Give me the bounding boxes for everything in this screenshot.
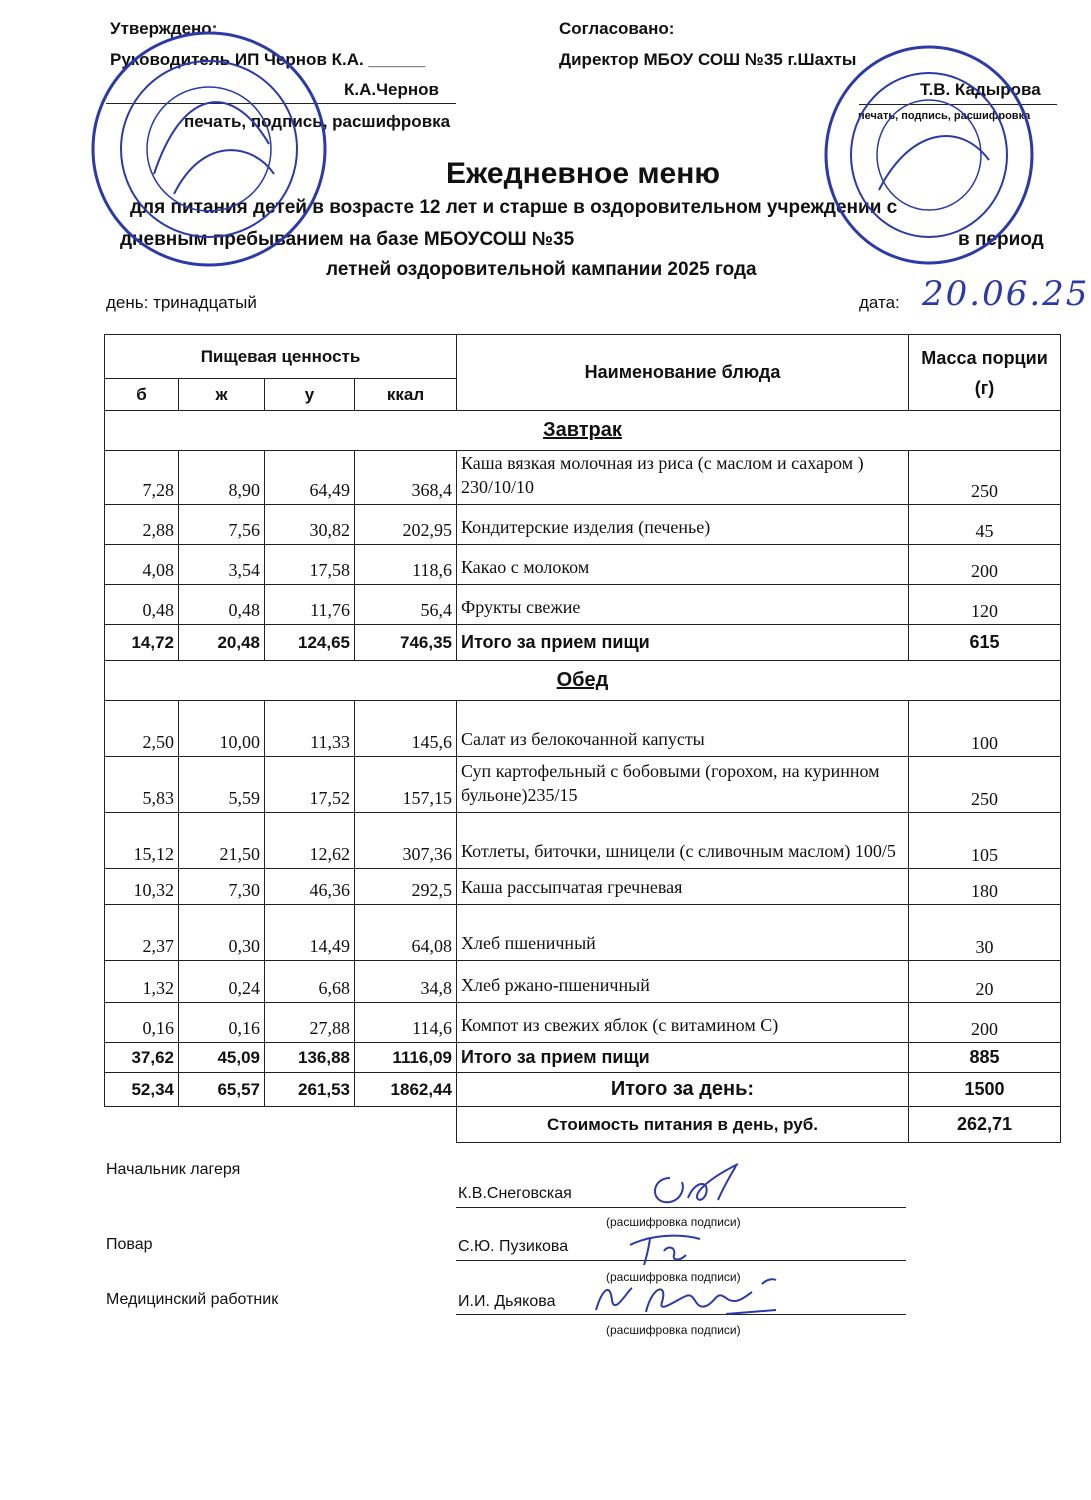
- cell-dish-name: Фрукты свежие: [457, 585, 909, 625]
- total-kcal: 746,35: [355, 625, 457, 661]
- cell-dish-name: Котлеты, биточки, шницели (с сливочным маслом) 100/5: [457, 813, 909, 869]
- total-carbs: 136,88: [265, 1043, 355, 1073]
- cell-mass: 200: [909, 545, 1061, 585]
- cell-fats: 10,00: [179, 701, 265, 757]
- signature-name-camp-head: К.В.Снеговская: [458, 1185, 572, 1202]
- cell-kcal: 34,8: [355, 961, 457, 1003]
- cell-carbs: 17,58: [265, 545, 355, 585]
- cell-proteins: 2,37: [105, 905, 179, 961]
- table-row: [105, 757, 1061, 813]
- cell-mass: 105: [909, 813, 1061, 869]
- total-label: Итого за прием пищи: [457, 625, 909, 661]
- signature-caption-camp-head: (расшифровка подписи): [606, 1215, 741, 1229]
- date-label: дата:: [859, 293, 900, 312]
- signature-caption-medic: (расшифровка подписи): [606, 1323, 741, 1337]
- total-carbs: 124,65: [265, 625, 355, 661]
- cell-dish-name: Какао с молоком: [457, 545, 909, 585]
- cell-dish-name: Кондитерские изделия (печенье): [457, 505, 909, 545]
- cell-fats: 8,90: [179, 451, 265, 505]
- cell-proteins: 2,88: [105, 505, 179, 545]
- cell-mass: 100: [909, 701, 1061, 757]
- header-proteins: б: [105, 379, 179, 411]
- total-mass: 615: [909, 625, 1061, 661]
- cell-carbs: 17,52: [265, 757, 355, 813]
- cell-carbs: 11,33: [265, 701, 355, 757]
- date-value: 20.06.25: [922, 274, 1090, 314]
- total-label: Итого за прием пищи: [457, 1043, 909, 1073]
- subtitle-line-3: летней оздоровительной кампании 2025 года: [326, 259, 757, 280]
- header-kcal: ккал: [355, 379, 457, 411]
- cell-proteins: 10,32: [105, 869, 179, 905]
- cell-proteins: 1,32: [105, 961, 179, 1003]
- agreed-caption: печать, подпись, расшифровка: [858, 110, 1031, 122]
- signature-caption-cook: (расшифровка подписи): [606, 1270, 741, 1284]
- cell-mass: 250: [909, 451, 1061, 505]
- day-label: день: тринадцатый: [106, 293, 257, 312]
- cell-mass: 180: [909, 869, 1061, 905]
- signature-name-medic: И.И. Дьякова: [458, 1293, 556, 1310]
- signature-role-camp-head: Начальник лагеря: [106, 1161, 241, 1178]
- signature-role-medic: Медицинский работник: [106, 1291, 279, 1308]
- day-total-row: [105, 1073, 1061, 1107]
- cell-fats: 21,50: [179, 813, 265, 869]
- table-row: [105, 701, 1061, 757]
- header-nutrition: Пищевая ценность: [105, 335, 457, 379]
- table-row: [105, 961, 1061, 1003]
- day-total-mass: 1500: [909, 1073, 1061, 1107]
- cell-dish-name: Каша рассыпчатая гречневая: [457, 869, 909, 905]
- cell-proteins: 2,50: [105, 701, 179, 757]
- day-total-label: Итого за день:: [457, 1073, 909, 1107]
- cell-fats: 0,30: [179, 905, 265, 961]
- header-fats: ж: [179, 379, 265, 411]
- cell-kcal: 292,5: [355, 869, 457, 905]
- cell-mass: 45: [909, 505, 1061, 545]
- approved-caption: печать, подпись, расшифровка: [184, 112, 451, 131]
- total-mass: 885: [909, 1043, 1061, 1073]
- cell-mass: 120: [909, 585, 1061, 625]
- cost-label: Стоимость питания в день, руб.: [457, 1107, 909, 1143]
- table-row: [105, 585, 1061, 625]
- cell-dish-name: Салат из белокочанной капусты: [457, 701, 909, 757]
- table-row: [105, 1003, 1061, 1043]
- cell-kcal: 157,15: [355, 757, 457, 813]
- cell-mass: 30: [909, 905, 1061, 961]
- day-total-carbs: 261,53: [265, 1073, 355, 1107]
- table-header-row-1: [105, 335, 1061, 379]
- table-row: [105, 869, 1061, 905]
- section-breakfast: [105, 411, 1061, 451]
- table-row: [105, 451, 1061, 505]
- cell-carbs: 12,62: [265, 813, 355, 869]
- cell-dish-name: Хлеб пшеничный: [457, 905, 909, 961]
- breakfast-total-row: [105, 625, 1061, 661]
- cell-kcal: 118,6: [355, 545, 457, 585]
- cell-carbs: 6,68: [265, 961, 355, 1003]
- cell-fats: 3,54: [179, 545, 265, 585]
- agreed-name: Т.В. Кадырова: [920, 80, 1041, 99]
- day-total-fats: 65,57: [179, 1073, 265, 1107]
- header-carbs: у: [265, 379, 355, 411]
- cell-dish-name: Каша вязкая молочная из риса (с маслом и сахаром ) 230/10/10: [457, 451, 909, 505]
- cell-fats: 7,56: [179, 505, 265, 545]
- signature-name-cook: С.Ю. Пузикова: [458, 1238, 569, 1255]
- total-proteins: 37,62: [105, 1043, 179, 1073]
- cell-dish-name: Компот из свежих яблок (с витамином С): [457, 1003, 909, 1043]
- cell-kcal: 64,08: [355, 905, 457, 961]
- cell-carbs: 11,76: [265, 585, 355, 625]
- cell-carbs: 46,36: [265, 869, 355, 905]
- cell-carbs: 27,88: [265, 1003, 355, 1043]
- cell-carbs: 64,49: [265, 451, 355, 505]
- cell-proteins: 7,28: [105, 451, 179, 505]
- handwritten-signature-medic: [576, 1270, 786, 1330]
- table-row: [105, 545, 1061, 585]
- left-stamp: [84, 24, 334, 274]
- day-total-proteins: 52,34: [105, 1073, 179, 1107]
- subtitle-line-2: дневным пребыванием на базе МБОУСОШ №35: [120, 229, 575, 250]
- cell-mass: 250: [909, 757, 1061, 813]
- cell-fats: 0,48: [179, 585, 265, 625]
- total-proteins: 14,72: [105, 625, 179, 661]
- agreed-position: Директор МБОУ СОШ №35 г.Шахты: [559, 50, 857, 69]
- cell-carbs: 14,49: [265, 905, 355, 961]
- cell-kcal: 307,36: [355, 813, 457, 869]
- cell-proteins: 0,16: [105, 1003, 179, 1043]
- cell-dish-name: Хлеб ржано-пшеничный: [457, 961, 909, 1003]
- right-stamp: [819, 40, 1039, 270]
- cell-mass: 200: [909, 1003, 1061, 1043]
- cell-kcal: 114,6: [355, 1003, 457, 1043]
- cell-carbs: 30,82: [265, 505, 355, 545]
- day-total-kcal: 1862,44: [355, 1073, 457, 1107]
- cell-kcal: 145,6: [355, 701, 457, 757]
- table-row: [105, 905, 1061, 961]
- header-portion-mass: Масса порции (г): [909, 335, 1061, 411]
- cell-kcal: 56,4: [355, 585, 457, 625]
- total-fats: 20,48: [179, 625, 265, 661]
- approved-position: Руководитель ИП Чернов К.А. ______: [110, 50, 426, 69]
- table-row: [105, 813, 1061, 869]
- cell-kcal: 368,4: [355, 451, 457, 505]
- signature-role-cook: Повар: [106, 1236, 153, 1253]
- cell-fats: 0,16: [179, 1003, 265, 1043]
- page-title: Ежедневное меню: [446, 157, 720, 190]
- approved-name: К.А.Чернов: [344, 80, 439, 99]
- cost-value: 262,71: [909, 1107, 1061, 1143]
- cell-fats: 5,59: [179, 757, 265, 813]
- subtitle-period: в период: [958, 229, 1044, 250]
- section-lunch: [105, 661, 1061, 701]
- subtitle-line-1: для питания детей в возрасте 12 лет и старше в оздоровительном учреждении с: [130, 197, 898, 218]
- total-kcal: 1116,09: [355, 1043, 457, 1073]
- handwritten-signature-cook: [620, 1225, 710, 1270]
- cell-proteins: 5,83: [105, 757, 179, 813]
- cost-row: [105, 1107, 1061, 1143]
- cell-proteins: 15,12: [105, 813, 179, 869]
- section-title: Завтрак: [105, 411, 1061, 451]
- cell-fats: 7,30: [179, 869, 265, 905]
- cell-proteins: 0,48: [105, 585, 179, 625]
- agreed-heading: Согласовано:: [559, 19, 675, 38]
- cell-fats: 0,24: [179, 961, 265, 1003]
- menu-table: [104, 334, 1061, 1143]
- handwritten-signature-camp-head: [640, 1160, 750, 1215]
- cell-proteins: 4,08: [105, 545, 179, 585]
- lunch-total-row: [105, 1043, 1061, 1073]
- header-dish-name: Наименование блюда: [457, 335, 909, 411]
- cell-mass: 20: [909, 961, 1061, 1003]
- cost-spacer: [105, 1107, 457, 1143]
- cell-dish-name: Суп картофельный с бобовыми (горохом, на куринном бульоне)235/15: [457, 757, 909, 813]
- total-fats: 45,09: [179, 1043, 265, 1073]
- cell-kcal: 202,95: [355, 505, 457, 545]
- table-row: [105, 505, 1061, 545]
- section-title: Обед: [105, 661, 1061, 701]
- approved-heading: Утверждено:: [110, 19, 218, 38]
